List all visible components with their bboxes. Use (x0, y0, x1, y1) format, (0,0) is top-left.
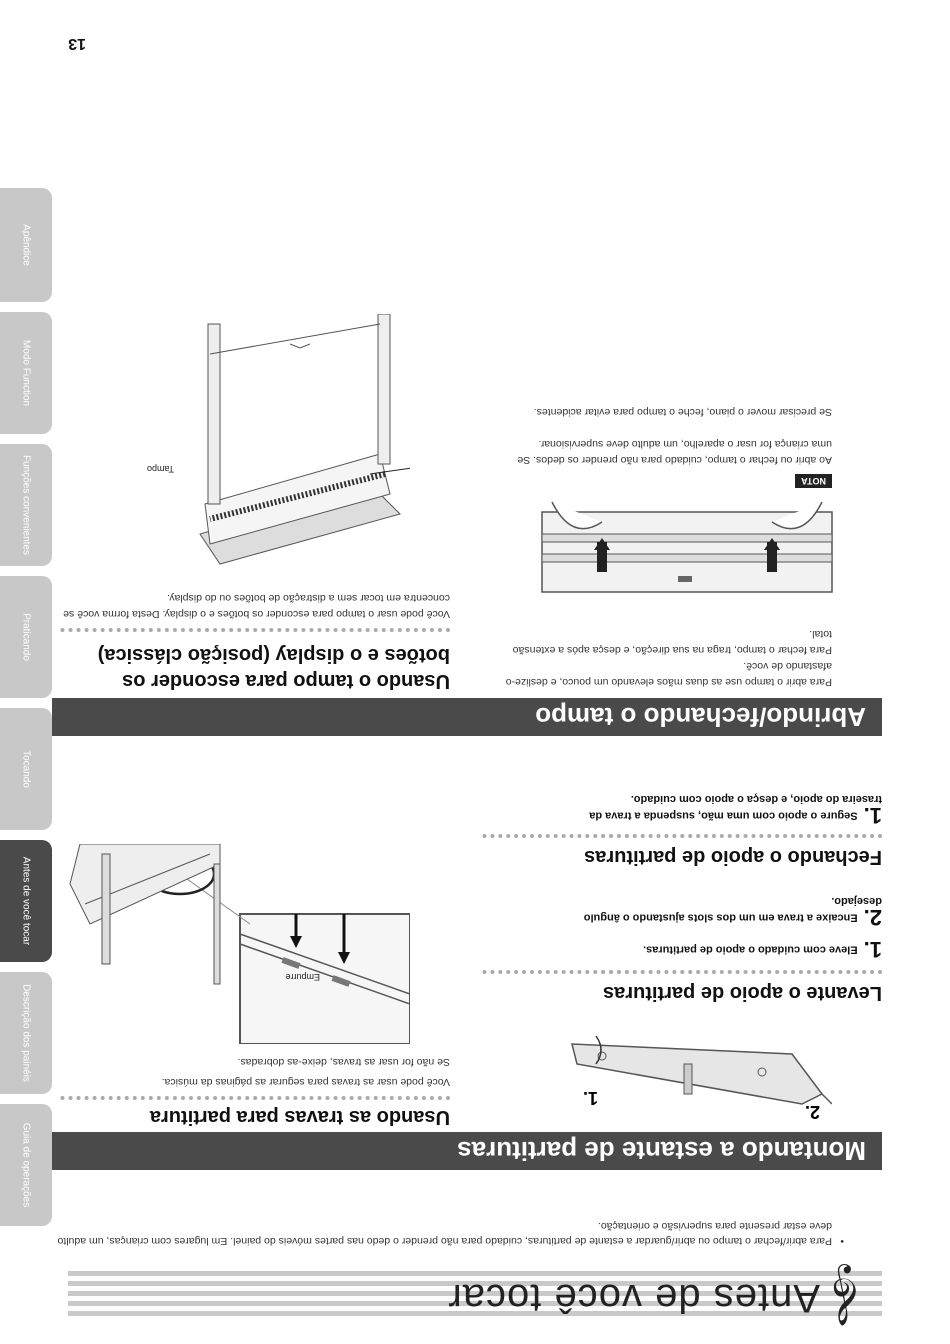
lid-close-text: Para fechar o tampo, traga na sua direção, e desça após a extensão total. (512, 628, 832, 656)
tab-praticando[interactable] (0, 576, 52, 698)
tab-label: Descrição dos painéis (20, 984, 32, 1082)
chapter-title: Antes de você tocar (447, 1276, 820, 1320)
note-text: Para abrir/fechar o tampo ou abrir/guardar a estante de partituras, cuidado para não prender o dedo nas partes móveis do painel. Em lugares com crianças, um adulto deve estar presente para supervisão e orientação. (57, 1220, 832, 1247)
subhead-lift-rest: Levante o apoio de partituras (603, 982, 882, 1004)
lid-hands-figure (532, 492, 842, 602)
subhead-classic-position: Usando o tampo para esconder os botões e o display (posição clássica) (97, 644, 450, 692)
lid-open-text: Para abrir o tampo use as duas mãos elevando um pouco, e deslize-o afastando de você. (505, 660, 832, 688)
tab-label: Funções convenientes (20, 454, 32, 556)
tab-label: Modo Function (20, 339, 32, 407)
tab-label: Apêndice (20, 224, 32, 266)
classic-text: Você pode usar o tampo para esconder os botões e o display. Desta forma você se concentra em tocar sem a distração de botões ou do display. (63, 592, 450, 620)
treble-clef-icon: 𝄞 (831, 1266, 862, 1326)
clips-text-2: Se não for usar as travas, deixe-as dobradas. (237, 1056, 450, 1068)
tab-funcoes-convenientes[interactable] (0, 444, 52, 566)
lift-step-1: 1.Eleve com cuidado o apoio de partituras. (643, 937, 882, 962)
tab-tocando[interactable] (0, 708, 52, 830)
lift-step-2: 2.Encaixe a trava em um dos slots ajustando o ângulo desejado. (583, 894, 882, 930)
section-bar-lid: Abrindo/fechando o tampo (52, 698, 882, 736)
tab-guia-de-operacoes[interactable] (0, 1104, 52, 1226)
close-step-1: 1.Segure o apoio com uma mão, suspenda a trava da traseira do apoio, e desça o apoio com cuidado. (589, 792, 882, 828)
figure-label-2: 2. (804, 1102, 820, 1122)
piano-lid-figure (190, 314, 410, 574)
subhead-clips: Usando as travas para partitura (149, 1106, 450, 1128)
music-rest-figure (562, 1034, 832, 1124)
dotted-divider (60, 628, 450, 632)
dotted-divider (482, 970, 882, 974)
note-bullet: • (840, 1235, 844, 1247)
dotted-divider (482, 834, 882, 838)
tab-label: Antes de você tocar (20, 856, 32, 946)
nota-badge: NOTA (795, 474, 832, 488)
tab-label: Praticando (20, 613, 32, 661)
tab-antes-de-voce-tocar[interactable] (0, 840, 52, 962)
dotted-divider (60, 1096, 450, 1100)
push-label: Empurre (285, 972, 320, 982)
tab-label: Guia de operações (20, 1122, 32, 1208)
figure-label-1: 1. (582, 1088, 598, 1108)
clips-text-1: Você pode usar as travas para segurar as páginas da música. (161, 1076, 450, 1088)
lid-label: Tampo (146, 464, 174, 474)
tab-apendice[interactable] (0, 188, 52, 302)
tab-descricao-dos-paineis[interactable] (0, 972, 52, 1094)
nota-text-1: Ao abrir ou fechar o tampo, cuidado para não prender os dedos. Se uma criança for usar o aparelho, um adulto deve supervisionar. (517, 438, 832, 466)
piano-clip-figure (60, 844, 410, 1044)
page-number: 13 (68, 35, 86, 52)
nota-text-2: Se precisar mover o piano, feche o tampo para evitar acidentes. (533, 406, 832, 418)
section-bar-music-rest: Montando a estante de partituras (52, 1132, 882, 1170)
tab-label: Tocando (20, 750, 32, 788)
subhead-close-rest: Fechando o apoio de partituras (584, 846, 882, 868)
safety-note (52, 1218, 844, 1248)
tab-modo-function[interactable] (0, 312, 52, 434)
